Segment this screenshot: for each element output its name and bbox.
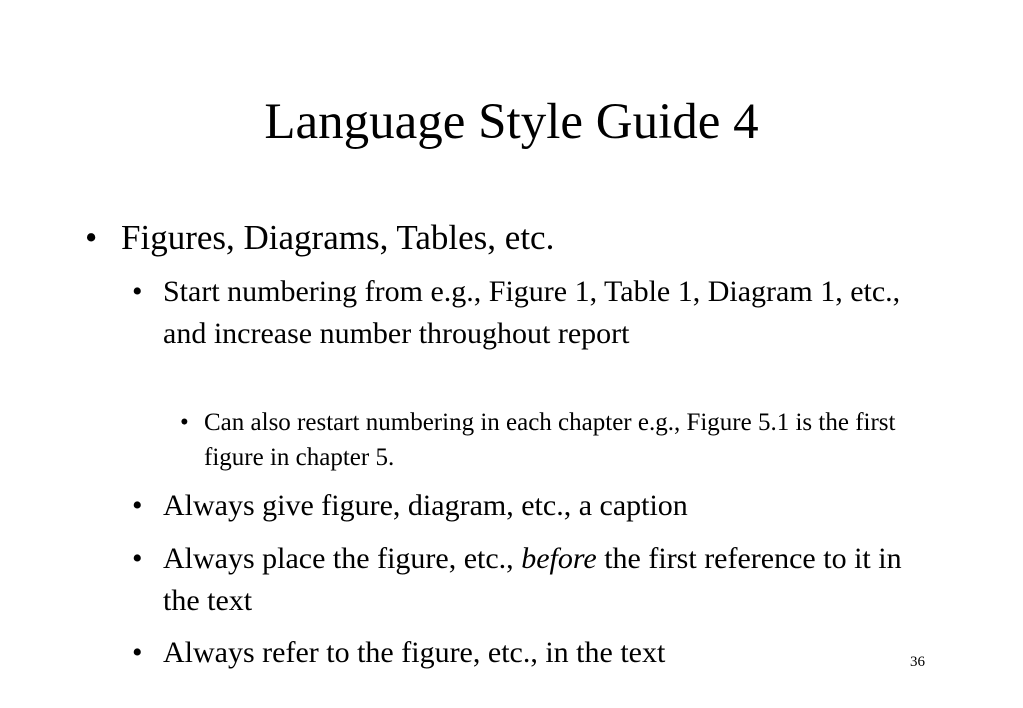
bullet-text: Always refer to the figure, etc., in the text: [163, 636, 666, 669]
bullet-place-before: [132, 538, 903, 622]
bullet-restart-numbering: [180, 405, 924, 475]
page-number: 36: [910, 654, 925, 670]
bullet-text: Start numbering from e.g., Figure 1, Table 1, Diagram 1, etc., and increase number throughout report: [163, 275, 901, 350]
bullet-text-after: the first reference to it in the text: [163, 542, 902, 617]
bullet-text: [163, 538, 903, 622]
bullet-text-emphasis: before: [521, 542, 597, 575]
bullet-text: Always give figure, diagram, etc., a caption: [163, 489, 688, 522]
bullet-text: Figures, Diagrams, Tables, etc.: [121, 218, 555, 257]
bullet-dot-icon: •: [132, 542, 143, 575]
bullet-dot-icon: •: [180, 409, 189, 436]
bullet-text-before: Always place the figure, etc.,: [163, 542, 522, 575]
bullet-always-refer: [132, 632, 903, 674]
bullet-dot-icon: •: [132, 275, 143, 308]
bullet-start-numbering: [132, 271, 903, 355]
bullet-always-caption: [132, 485, 903, 527]
bullet-figures-diagrams-tables: [85, 218, 971, 258]
bullet-dot-icon: •: [132, 636, 143, 669]
bullet-text: Can also restart numbering in each chapter e.g., Figure 5.1 is the first figure in chapter 5.: [204, 409, 896, 471]
bullet-dot-icon: •: [85, 218, 98, 257]
bullet-dot-icon: •: [132, 489, 143, 522]
slide-title: Language Style Guide 4: [264, 94, 759, 150]
